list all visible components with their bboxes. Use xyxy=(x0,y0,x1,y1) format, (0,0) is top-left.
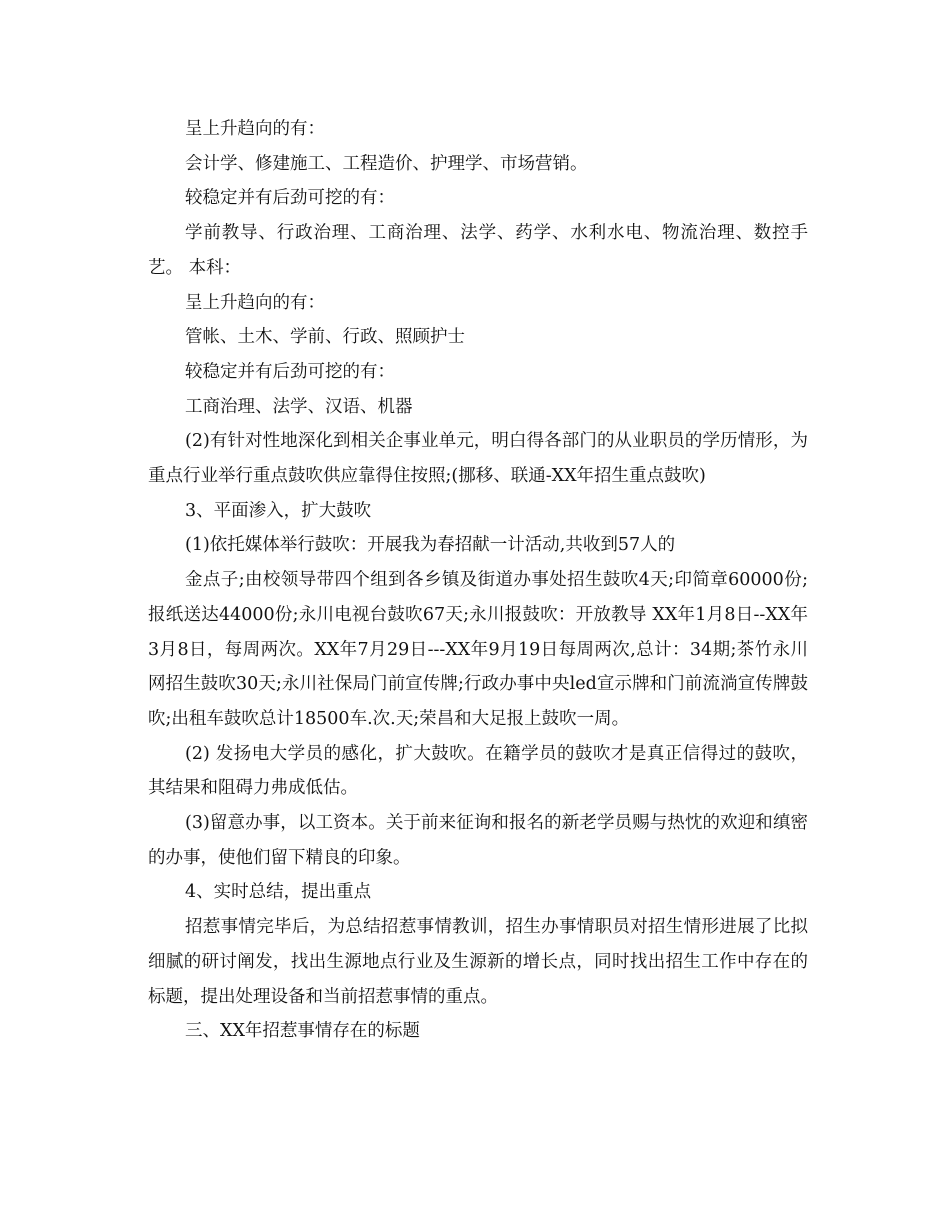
paragraph: (1)依托媒体举行鼓吹：开展我为春招献一计活动,共收到57人的 xyxy=(185,535,676,556)
paragraph: 管帐、土木、学前、行政、照顾护士 xyxy=(185,327,465,348)
document-body xyxy=(148,112,808,1049)
paragraph: 呈上升趋向的有： xyxy=(185,119,325,139)
section-heading: 3、平面渗入，扩大鼓吹 xyxy=(185,500,372,521)
paragraph: 金点子;由校领导带四个组到各乡镇及街道办事处招生鼓吹4天;印简章60000份;报纸送达44000份;永川电视台鼓吹67天;永川报鼓吹：开放教导 XX年1月8日--XX年3月8日，每周两次。XX年7月29日---XX年9月19日每周两次,总计：34期;茶竹永川网招生鼓吹30天;永川社保局门前宣传牌;行政办事中央led宣示牌和门前流淌宣传牌鼓吹;出租车鼓吹总计18500车.次.天;荣昌和大足报上鼓吹一周。 xyxy=(148,570,808,729)
paragraph: 会计学、修建施工、工程造价、护理学、市场营销。 xyxy=(185,153,588,174)
section-heading: 4、实时总结，提出重点 xyxy=(185,882,372,903)
paragraph: (2)有针对性地深化到相关企事业单元，明白得各部门的从业职员的学历情形，为重点行业举行重点鼓吹供应靠得住按照;(挪移、联通-XX年招生重点鼓吹) xyxy=(148,431,808,487)
section-heading: 三、XX年招惹事情存在的标题 xyxy=(185,1021,420,1042)
paragraph: (3)留意办事，以工资本。关于前来征询和报名的新老学员赐与热忱的欢迎和缜密的办事，使他们留下精良的印象。 xyxy=(148,813,808,868)
paragraph: (2) 发扬电大学员的感化，扩大鼓吹。在籍学员的鼓吹才是真正信得过的鼓吹，其结果和阻碍力弗成低估。 xyxy=(148,743,808,799)
paragraph: 学前教导、行政治理、工商治理、法学、药学、水利水电、物流治理、数控手艺。 本科： xyxy=(148,223,808,278)
paragraph: 呈上升趋向的有： xyxy=(185,292,325,313)
paragraph: 工商治理、法学、汉语、机器 xyxy=(185,396,413,417)
paragraph: 较稳定并有后劲可挖的有： xyxy=(185,188,395,209)
paragraph: 较稳定并有后劲可挖的有： xyxy=(185,361,395,382)
paragraph: 招惹事情完毕后，为总结招惹事情教训，招生办事情职员对招生情形进展了比拟细腻的研讨阐发，找出生源地点行业及生源新的增长点，同时找出招生工作中存在的标题，提出处理设备和当前招惹事情的重点。 xyxy=(148,917,808,1007)
